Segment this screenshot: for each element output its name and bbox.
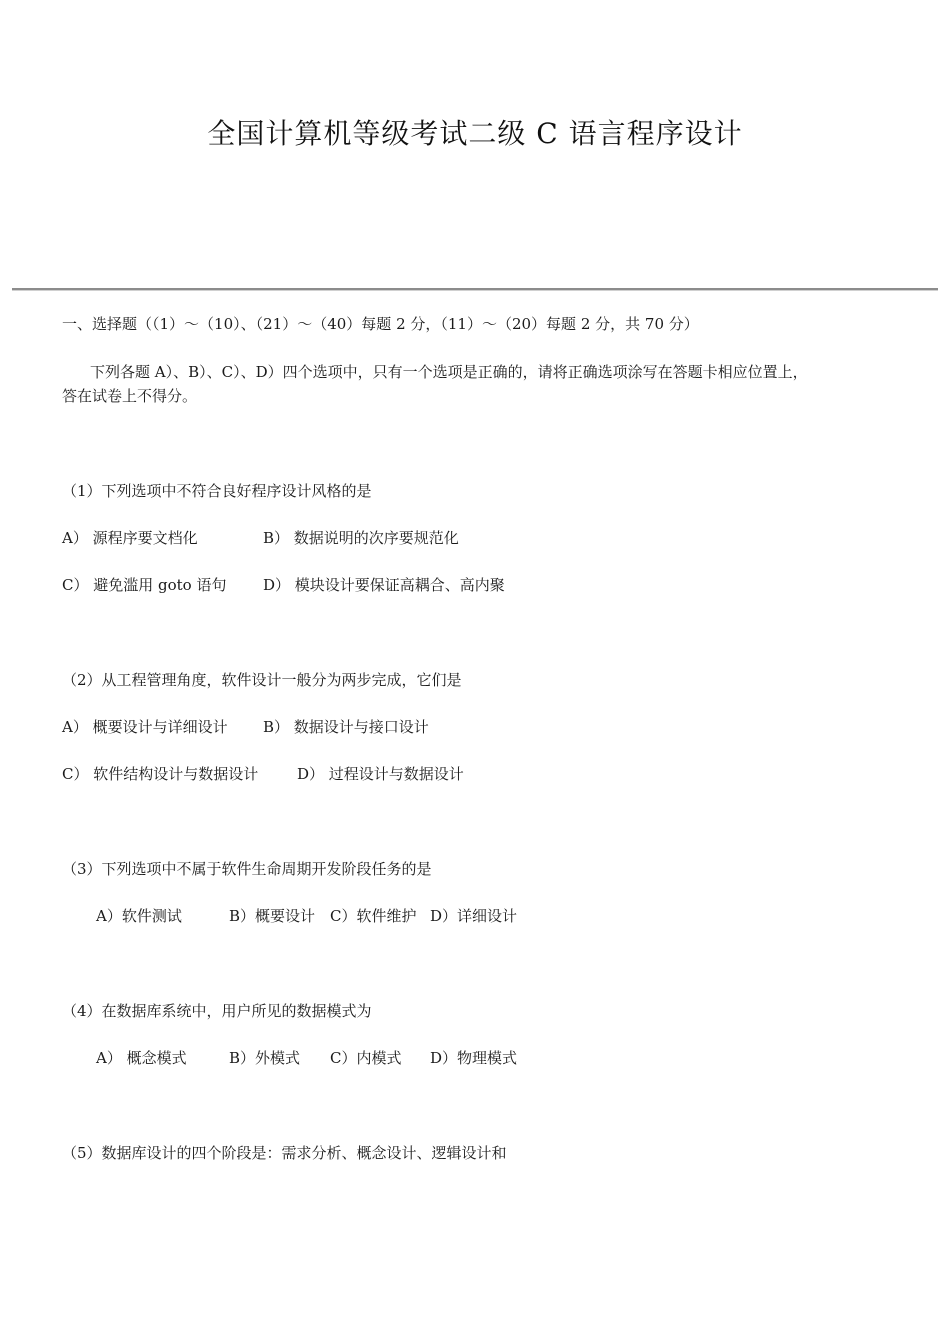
question-2-stem: （2）从工程管理角度，软件设计一般分为两步完成，它们是 (62, 671, 462, 689)
document-title: 全国计算机等级考试二级 C 语言程序设计 (207, 117, 743, 150)
question-4-option-c: C）内模式 (330, 1049, 402, 1067)
question-3-option-a: A）软件测试 (96, 907, 182, 925)
question-1-option-b: B） 数据说明的次序要规范化 (263, 529, 459, 547)
question-4-stem: （4）在数据库系统中，用户所见的数据模式为 (62, 1002, 372, 1020)
question-4-option-d: D）物理模式 (430, 1049, 518, 1067)
question-2-option-b: B） 数据设计与接口设计 (263, 718, 429, 736)
question-3-option-d: D）详细设计 (430, 907, 518, 925)
question-1-option-a: A） 源程序要文档化 (62, 529, 198, 547)
question-5-stem: （5）数据库设计的四个阶段是：需求分析、概念设计、逻辑设计和 (62, 1144, 507, 1162)
question-4-option-a: A） 概念模式 (96, 1049, 187, 1067)
section-heading: 一、选择题（（1）～（10）、（21）～（40）每题 2 分，（11）～（20）每题 2 分，共 70 分） (62, 315, 699, 333)
question-3-stem: （3）下列选项中不属于软件生命周期开发阶段任务的是 (62, 860, 432, 878)
question-1-option-d: D） 模块设计要保证高耦合、高内聚 (263, 576, 505, 594)
instructions-line-1: 下列各题 A）、B）、C）、D）四个选项中，只有一个选项是正确的，请将正确选项涂写在答题卡相应位置上， (90, 363, 808, 381)
question-3-option-c: C）软件维护 (330, 907, 417, 925)
question-2-option-c: C） 软件结构设计与数据设计 (62, 765, 259, 783)
question-1-option-c: C） 避免滥用 goto 语句 (62, 576, 227, 594)
question-2-option-a: A） 概要设计与详细设计 (62, 718, 228, 736)
question-3-option-b: B）概要设计 (229, 907, 316, 925)
instructions-line-2: 答在试卷上不得分。 (62, 387, 198, 405)
horizontal-rule (12, 288, 938, 291)
question-2-option-d: D） 过程设计与数据设计 (297, 765, 464, 783)
question-1-stem: （1）下列选项中不符合良好程序设计风格的是 (62, 482, 372, 500)
question-4-option-b: B）外模式 (229, 1049, 301, 1067)
